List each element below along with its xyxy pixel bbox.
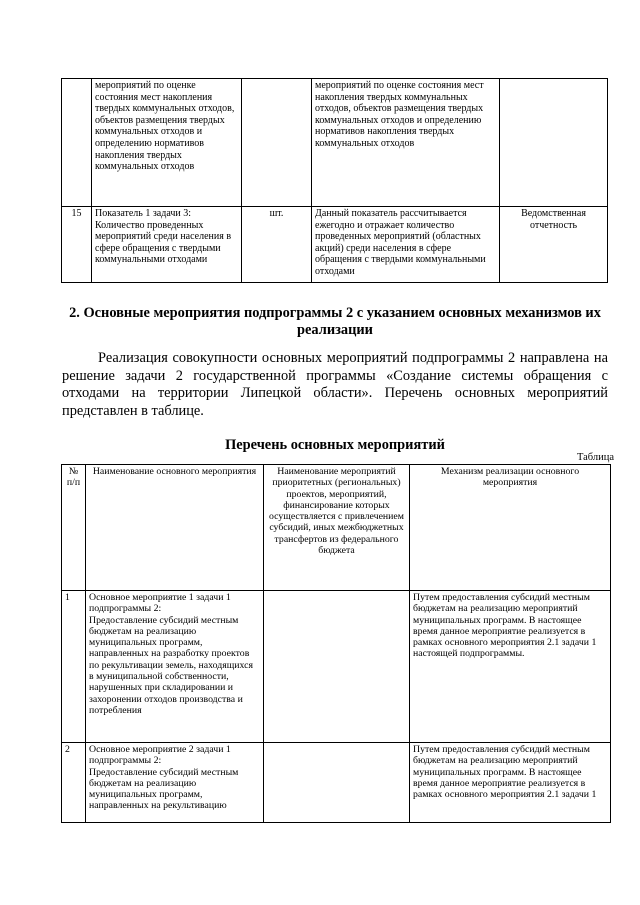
indicator-name: мероприятий по оценке состояния мест накопления твердых коммунальных отходов, объектов размещения твердых коммунальных отходов и определению нормативов накопления твердых коммунальных отходов bbox=[92, 79, 242, 207]
section-heading: 2. Основные мероприятия подпрограммы 2 с указанием основных механизмов их реализации bbox=[69, 305, 601, 338]
header-num: № п/п bbox=[62, 465, 86, 591]
header-mechanism: Механизм реализации основного мероприятия bbox=[410, 465, 611, 591]
measures-table bbox=[61, 464, 611, 823]
indicators-table bbox=[61, 78, 608, 283]
header-priority: Наименование мероприятий приоритетных (региональных) проектов, мероприятий, финансирование которых осуществляется с привлечением субсидий, иных межбюджетных трансфертов из федерального бюджета bbox=[264, 465, 410, 591]
row-number: 2 bbox=[62, 743, 86, 823]
row-number bbox=[62, 79, 92, 207]
section-paragraph bbox=[62, 350, 608, 420]
indicator-description: Данный показатель рассчитывается ежегодно и отражает количество проведенных мероприятий (областных акций) среди населения в сфере обращения с твердыми коммунальными отходами bbox=[312, 207, 500, 283]
indicator-source bbox=[500, 79, 608, 207]
table-title: Перечень основных мероприятий bbox=[225, 437, 445, 453]
table-row bbox=[62, 207, 608, 283]
row-number: 1 bbox=[62, 591, 86, 743]
indicator-unit bbox=[242, 79, 312, 207]
table-row bbox=[62, 79, 608, 207]
indicator-unit: шт. bbox=[242, 207, 312, 283]
paragraph-text: Реализация совокупности основных мероприятий подпрограммы 2 направлена на решение задачи 2 государственной программы «Создание системы обращения с отходами на территории Липецкой области». Перечень основных мероприятий представлен в таблице. bbox=[62, 350, 608, 419]
table-label: Таблица bbox=[576, 452, 614, 463]
indicator-description: мероприятий по оценке состояния мест накопления твердых коммунальных отходов, объектов размещения твердых коммунальных отходов и определению нормативов накопления твердых коммунальных отходов bbox=[312, 79, 500, 207]
table-row bbox=[62, 743, 611, 823]
row-number: 15 bbox=[62, 207, 92, 283]
table-row bbox=[62, 591, 611, 743]
measure-priority bbox=[264, 591, 410, 743]
measure-mechanism: Путем предоставления субсидий местным бюджетам на реализацию мероприятий муниципальных программ. В настоящее время данное мероприятие реализуется в рамках основного мероприятия 2.1 задачи 1 настоящей подпрограммы. bbox=[410, 591, 611, 743]
measure-name: Основное мероприятие 2 задачи 1 подпрограммы 2: Предоставление субсидий местным бюджетам на реализацию муниципальных программ, направленных на рекультивацию bbox=[86, 743, 264, 823]
indicator-source: Ведомственная отчетность bbox=[500, 207, 608, 283]
table-header-row bbox=[62, 465, 611, 591]
measure-priority bbox=[264, 743, 410, 823]
measure-mechanism: Путем предоставления субсидий местным бюджетам на реализацию мероприятий муниципальных программ. В настоящее время данное мероприятие реализуется в рамках основного мероприятия 2.1 задачи 1 bbox=[410, 743, 611, 823]
indicator-name: Показатель 1 задачи 3: Количество проведенных мероприятий среди населения в сфере обращения с твердыми коммунальными отходами bbox=[92, 207, 242, 283]
measure-name: Основное мероприятие 1 задачи 1 подпрограммы 2: Предоставление субсидий местным бюджетам на реализацию муниципальных программ, направленных на разработку проектов по рекультивации земель, находящихся в муниципальной собственности, нарушенных при складировании и захоронении отходов производства и потребления bbox=[86, 591, 264, 743]
header-name: Наименование основного мероприятия bbox=[86, 465, 264, 591]
